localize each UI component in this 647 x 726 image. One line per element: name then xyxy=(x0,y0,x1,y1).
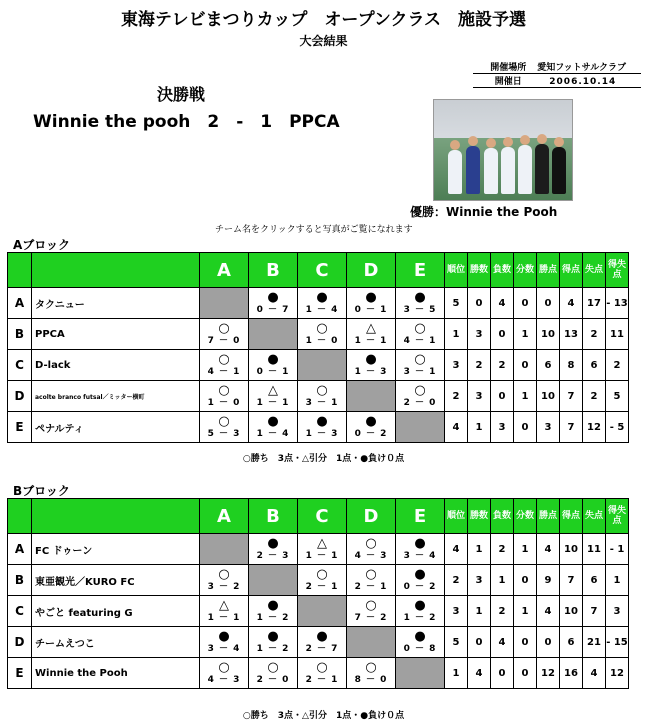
stat-header: 分数 xyxy=(514,253,537,288)
column-header-b: B xyxy=(249,253,298,288)
stat-value: 2 xyxy=(491,350,514,381)
team-header-cell xyxy=(32,499,200,534)
result-symbol: ● xyxy=(218,629,230,644)
stat-value: 0 xyxy=(491,319,514,350)
match-score: 7 － 2 xyxy=(354,613,388,623)
legend-b: ○勝ち 3点・△引分 1点・●負け０点 xyxy=(242,711,405,721)
result-symbol: ● xyxy=(414,629,426,644)
match-score: 1 － 1 xyxy=(354,336,388,346)
self-match-cell xyxy=(249,319,298,350)
result-symbol: ○ xyxy=(365,567,377,582)
match-score: 7 － 0 xyxy=(207,336,241,346)
match-result-cell xyxy=(347,596,396,627)
venue-label: 開催場所 xyxy=(490,63,527,73)
result-symbol: ● xyxy=(316,290,328,305)
player-figure xyxy=(518,145,532,194)
match-result-cell xyxy=(396,319,445,350)
result-symbol: ○ xyxy=(218,321,230,336)
match-result-cell xyxy=(347,658,396,689)
result-symbol: ● xyxy=(267,414,279,429)
table-row xyxy=(8,658,629,689)
match-score: 1 － 2 xyxy=(256,644,290,654)
team-name-link[interactable]: ペナルティ xyxy=(32,412,200,443)
stat-value: 17 xyxy=(583,288,606,319)
stat-value: 3 xyxy=(606,596,629,627)
stat-value: 0 xyxy=(537,288,560,319)
match-score: 2 － 1 xyxy=(354,582,388,592)
stat-value: 16 xyxy=(560,658,583,689)
team-name-link[interactable]: やごと featuring G xyxy=(32,596,200,627)
stat-value: 21 xyxy=(583,627,606,658)
result-symbol: △ xyxy=(268,383,278,398)
self-match-cell xyxy=(347,381,396,412)
match-result-cell xyxy=(200,381,249,412)
result-symbol: ● xyxy=(316,629,328,644)
result-symbol: △ xyxy=(366,321,376,336)
corner-cell xyxy=(8,253,32,288)
player-figure xyxy=(552,147,566,194)
team-name-link[interactable]: D-lack xyxy=(32,350,200,381)
column-header-e: E xyxy=(396,499,445,534)
match-result-cell xyxy=(298,319,347,350)
player-figure xyxy=(484,148,498,194)
block-b-table xyxy=(7,498,629,689)
corner-cell xyxy=(8,499,32,534)
stat-value: 0 xyxy=(491,381,514,412)
stat-value: 10 xyxy=(560,534,583,565)
final-heading: 決勝戦 xyxy=(157,85,206,104)
self-match-cell xyxy=(396,658,445,689)
stat-value: 5 xyxy=(445,288,468,319)
player-figure xyxy=(535,144,549,194)
stat-value: 7 xyxy=(583,596,606,627)
table-row xyxy=(8,319,629,350)
table-row xyxy=(8,596,629,627)
result-symbol: ○ xyxy=(316,383,328,398)
row-letter: B xyxy=(8,565,32,596)
block-b-title: Bブロック xyxy=(13,484,70,498)
match-score: 0 － 8 xyxy=(403,644,437,654)
stat-value: 4 xyxy=(537,534,560,565)
result-symbol: ● xyxy=(365,290,377,305)
stat-header: 勝点 xyxy=(537,253,560,288)
stat-header: 勝点 xyxy=(537,499,560,534)
stat-value: 0 xyxy=(514,412,537,443)
match-score: 1 － 3 xyxy=(305,429,339,439)
stat-value: 3 xyxy=(491,412,514,443)
stat-header: 勝数 xyxy=(468,253,491,288)
match-score: 1 － 1 xyxy=(256,398,290,408)
stat-value: 12 xyxy=(583,412,606,443)
match-result-cell xyxy=(200,627,249,658)
result-symbol: ○ xyxy=(218,352,230,367)
stat-header: 失点 xyxy=(583,253,606,288)
stat-value: 3 xyxy=(445,596,468,627)
stat-value: 10 xyxy=(537,319,560,350)
team-name-link[interactable]: チームえつこ xyxy=(32,627,200,658)
result-symbol: ○ xyxy=(365,536,377,551)
result-symbol: ○ xyxy=(218,383,230,398)
self-match-cell xyxy=(298,596,347,627)
result-symbol: ● xyxy=(267,536,279,551)
row-letter: C xyxy=(8,350,32,381)
match-result-cell xyxy=(249,627,298,658)
stat-value: 1 xyxy=(445,319,468,350)
match-score: 0 － 2 xyxy=(354,429,388,439)
date-value: 2006.10.14 xyxy=(549,77,617,87)
stat-value: 1 xyxy=(445,658,468,689)
match-result-cell xyxy=(298,412,347,443)
match-score: 0 － 1 xyxy=(354,305,388,315)
result-symbol: ○ xyxy=(365,660,377,675)
column-header-a: A xyxy=(200,499,249,534)
result-symbol: ● xyxy=(267,352,279,367)
row-letter: A xyxy=(8,288,32,319)
stat-value: 10 xyxy=(560,596,583,627)
stat-value: 0 xyxy=(514,658,537,689)
match-score: 1 － 0 xyxy=(207,398,241,408)
stat-value: 12 xyxy=(606,658,629,689)
stat-value: 9 xyxy=(537,565,560,596)
team-name-link[interactable]: 東亜観光／KURO FC xyxy=(32,565,200,596)
match-result-cell xyxy=(298,288,347,319)
match-score: 3 － 2 xyxy=(207,582,241,592)
stat-value: - 1 xyxy=(606,534,629,565)
result-symbol: ● xyxy=(316,414,328,429)
stat-header: 得点 xyxy=(560,253,583,288)
result-symbol: △ xyxy=(317,536,327,551)
match-result-cell xyxy=(396,627,445,658)
result-symbol: ● xyxy=(414,536,426,551)
venue-value: 愛知フットサルクラブ xyxy=(537,63,627,73)
match-result-cell xyxy=(298,658,347,689)
match-result-cell xyxy=(249,350,298,381)
date-label: 開催日 xyxy=(494,77,522,87)
match-result-cell xyxy=(298,565,347,596)
match-score: 3 － 1 xyxy=(305,398,339,408)
result-symbol: ○ xyxy=(218,567,230,582)
result-symbol: ○ xyxy=(316,567,328,582)
stat-header: 負数 xyxy=(491,253,514,288)
stat-value: 7 xyxy=(560,565,583,596)
match-score: 3 － 5 xyxy=(403,305,437,315)
stat-value: 1 xyxy=(491,565,514,596)
header-row xyxy=(8,253,629,288)
winner-team-photo xyxy=(433,99,573,201)
match-result-cell xyxy=(249,288,298,319)
stat-value: 1 xyxy=(514,534,537,565)
result-symbol: ● xyxy=(414,598,426,613)
stat-value: 2 xyxy=(468,350,491,381)
result-symbol: ● xyxy=(414,567,426,582)
stat-value: 2 xyxy=(583,381,606,412)
stat-value: 5 xyxy=(606,381,629,412)
result-symbol: ● xyxy=(267,290,279,305)
team-name-link[interactable]: acolte branco futsal／ミッター横町 xyxy=(32,381,200,412)
stat-value: 2 xyxy=(445,565,468,596)
match-result-cell xyxy=(347,350,396,381)
match-score: 2 － 0 xyxy=(256,675,290,685)
stat-value: 3 xyxy=(468,565,491,596)
self-match-cell xyxy=(298,350,347,381)
stat-value: 10 xyxy=(537,381,560,412)
match-score: 4 － 3 xyxy=(354,551,388,561)
stat-header: 得失点 xyxy=(606,253,629,288)
stat-value: 4 xyxy=(445,412,468,443)
result-symbol: ● xyxy=(365,414,377,429)
stat-value: 1 xyxy=(606,565,629,596)
table-row xyxy=(8,350,629,381)
stat-value: 4 xyxy=(560,288,583,319)
date-row xyxy=(473,64,641,88)
stat-value: - 15 xyxy=(606,627,629,658)
stat-value: 6 xyxy=(583,565,606,596)
stat-value: 1 xyxy=(514,381,537,412)
stat-value: 8 xyxy=(560,350,583,381)
match-result-cell xyxy=(298,534,347,565)
team-name-link[interactable]: Winnie the Pooh xyxy=(32,658,200,689)
stat-value: 11 xyxy=(583,534,606,565)
team-name-link[interactable]: タクニュー xyxy=(32,288,200,319)
result-symbol: ○ xyxy=(316,321,328,336)
stat-value: 4 xyxy=(537,596,560,627)
stat-value: 0 xyxy=(468,288,491,319)
match-score: 2 － 0 xyxy=(403,398,437,408)
column-header-c: C xyxy=(298,253,347,288)
column-header-e: E xyxy=(396,253,445,288)
stat-value: 2 xyxy=(583,319,606,350)
click-note: チーム名をクリックすると写真がご覧になれます xyxy=(215,225,413,235)
stat-header: 順位 xyxy=(445,499,468,534)
result-symbol: ● xyxy=(267,629,279,644)
page-subtitle: 大会結果 xyxy=(299,34,348,48)
match-score: 1 － 2 xyxy=(256,613,290,623)
column-header-b: B xyxy=(249,499,298,534)
match-result-cell xyxy=(249,381,298,412)
match-score: 1 － 0 xyxy=(305,336,339,346)
stat-value: 2 xyxy=(445,381,468,412)
match-result-cell xyxy=(396,596,445,627)
stat-value: 5 xyxy=(445,627,468,658)
column-header-c: C xyxy=(298,499,347,534)
stat-value: 2 xyxy=(606,350,629,381)
column-header-d: D xyxy=(347,499,396,534)
stat-value: 0 xyxy=(468,627,491,658)
match-score: 3 － 4 xyxy=(207,644,241,654)
stat-value: 4 xyxy=(491,288,514,319)
team-header-cell xyxy=(32,253,200,288)
match-result-cell xyxy=(200,350,249,381)
match-score: 1 － 2 xyxy=(403,613,437,623)
match-result-cell xyxy=(347,288,396,319)
match-score: 0 － 1 xyxy=(256,367,290,377)
stat-value: 3 xyxy=(468,381,491,412)
match-result-cell xyxy=(200,596,249,627)
team-name-link[interactable]: FC ドゥーン xyxy=(32,534,200,565)
block-a-title: Aブロック xyxy=(13,238,71,252)
stat-value: 0 xyxy=(491,658,514,689)
table-row xyxy=(8,412,629,443)
stat-value: 4 xyxy=(583,658,606,689)
stat-value: 7 xyxy=(560,412,583,443)
stat-value: 3 xyxy=(445,350,468,381)
stat-header: 順位 xyxy=(445,253,468,288)
match-score: 1 － 1 xyxy=(207,613,241,623)
match-score: 2 － 3 xyxy=(256,551,290,561)
row-letter: A xyxy=(8,534,32,565)
row-letter: C xyxy=(8,596,32,627)
match-score: 4 － 1 xyxy=(207,367,241,377)
player-figure xyxy=(466,146,480,194)
match-score: 4 － 3 xyxy=(207,675,241,685)
stat-value: 4 xyxy=(491,627,514,658)
match-result-cell xyxy=(396,350,445,381)
stat-value: 0 xyxy=(514,350,537,381)
match-result-cell xyxy=(200,412,249,443)
player-figure xyxy=(501,147,515,194)
self-match-cell xyxy=(347,627,396,658)
match-score: 1 － 1 xyxy=(305,551,339,561)
stat-header: 失点 xyxy=(583,499,606,534)
match-result-cell xyxy=(298,627,347,658)
stat-value: 12 xyxy=(537,658,560,689)
block-a-table xyxy=(7,252,629,443)
column-header-a: A xyxy=(200,253,249,288)
match-score: 8 － 0 xyxy=(354,675,388,685)
player-figure xyxy=(448,150,462,194)
stat-value: 0 xyxy=(537,627,560,658)
row-letter: D xyxy=(8,381,32,412)
result-symbol: ○ xyxy=(218,660,230,675)
match-result-cell xyxy=(347,534,396,565)
match-result-cell xyxy=(347,319,396,350)
match-score: 0 － 2 xyxy=(403,582,437,592)
stat-header: 得失点 xyxy=(606,499,629,534)
stat-value: 1 xyxy=(468,534,491,565)
final-result: Winnie the pooh 2 - 1 PPCA xyxy=(33,112,340,132)
result-symbol: ● xyxy=(414,290,426,305)
match-score: 1 － 4 xyxy=(256,429,290,439)
stat-value: 7 xyxy=(560,381,583,412)
stat-value: 1 xyxy=(468,596,491,627)
match-score: 3 － 4 xyxy=(403,551,437,561)
row-letter: D xyxy=(8,627,32,658)
match-score: 5 － 3 xyxy=(207,429,241,439)
match-result-cell xyxy=(396,288,445,319)
stat-value: 4 xyxy=(445,534,468,565)
match-result-cell xyxy=(396,565,445,596)
result-symbol: ○ xyxy=(414,352,426,367)
stat-value: 2 xyxy=(491,534,514,565)
stat-value: 11 xyxy=(606,319,629,350)
result-symbol: ○ xyxy=(218,414,230,429)
self-match-cell xyxy=(200,534,249,565)
stat-value: 2 xyxy=(491,596,514,627)
stat-value: 1 xyxy=(514,596,537,627)
match-result-cell xyxy=(347,412,396,443)
column-header-d: D xyxy=(347,253,396,288)
table-row xyxy=(8,381,629,412)
stat-value: 6 xyxy=(537,350,560,381)
match-result-cell xyxy=(396,534,445,565)
row-letter: E xyxy=(8,658,32,689)
stat-value: - 5 xyxy=(606,412,629,443)
match-result-cell xyxy=(249,412,298,443)
stat-value: 1 xyxy=(468,412,491,443)
stat-value: 3 xyxy=(468,319,491,350)
table-row xyxy=(8,627,629,658)
match-score: 3 － 1 xyxy=(403,367,437,377)
stat-value: 6 xyxy=(560,627,583,658)
page-title: 東海テレビまつりカップ オープンクラス 施設予選 xyxy=(120,10,527,30)
header-row xyxy=(8,499,629,534)
self-match-cell xyxy=(249,565,298,596)
stat-header: 勝数 xyxy=(468,499,491,534)
stat-value: 0 xyxy=(514,627,537,658)
result-symbol: ○ xyxy=(414,321,426,336)
self-match-cell xyxy=(396,412,445,443)
table-row xyxy=(8,288,629,319)
stat-value: - 13 xyxy=(606,288,629,319)
legend-a: ○勝ち 3点・△引分 1点・●負け０点 xyxy=(242,454,405,464)
row-letter: E xyxy=(8,412,32,443)
winner-caption: 優勝：Winnie the Pooh xyxy=(410,205,558,219)
match-score: 4 － 1 xyxy=(403,336,437,346)
stat-value: 6 xyxy=(583,350,606,381)
match-result-cell xyxy=(200,658,249,689)
match-result-cell xyxy=(298,381,347,412)
self-match-cell xyxy=(200,288,249,319)
stat-header: 分数 xyxy=(514,499,537,534)
stat-value: 3 xyxy=(537,412,560,443)
stat-value: 4 xyxy=(468,658,491,689)
match-score: 2 － 1 xyxy=(305,675,339,685)
result-symbol: ● xyxy=(365,352,377,367)
result-symbol: ○ xyxy=(365,598,377,613)
table-row xyxy=(8,565,629,596)
result-symbol: ○ xyxy=(316,660,328,675)
match-score: 1 － 3 xyxy=(354,367,388,377)
match-result-cell xyxy=(396,381,445,412)
row-letter: B xyxy=(8,319,32,350)
match-score: 1 － 4 xyxy=(305,305,339,315)
result-symbol: △ xyxy=(219,598,229,613)
team-name-link[interactable]: PPCA xyxy=(32,319,200,350)
stat-value: 0 xyxy=(514,288,537,319)
match-result-cell xyxy=(249,658,298,689)
match-result-cell xyxy=(200,319,249,350)
match-score: 0 － 7 xyxy=(256,305,290,315)
result-symbol: ● xyxy=(267,598,279,613)
result-symbol: ○ xyxy=(267,660,279,675)
match-score: 2 － 1 xyxy=(305,582,339,592)
table-row xyxy=(8,534,629,565)
stat-header: 負数 xyxy=(491,499,514,534)
stat-value: 13 xyxy=(560,319,583,350)
match-result-cell xyxy=(249,534,298,565)
result-symbol: ○ xyxy=(414,383,426,398)
match-score: 2 － 7 xyxy=(305,644,339,654)
match-result-cell xyxy=(200,565,249,596)
match-result-cell xyxy=(347,565,396,596)
match-result-cell xyxy=(249,596,298,627)
stat-value: 0 xyxy=(514,565,537,596)
stat-header: 得点 xyxy=(560,499,583,534)
stat-value: 1 xyxy=(514,319,537,350)
